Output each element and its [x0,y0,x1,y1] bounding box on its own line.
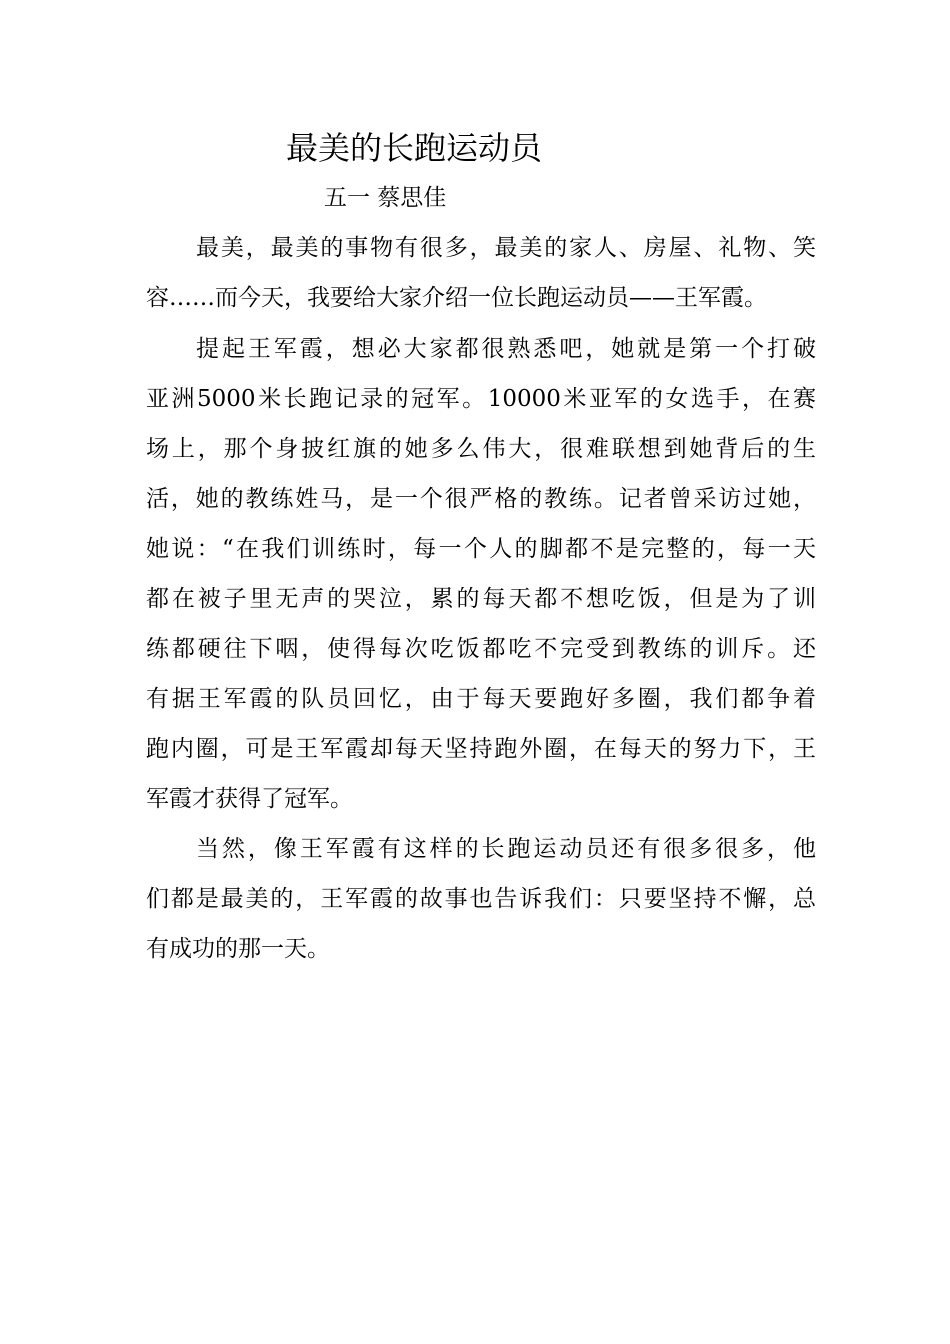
author-line: 五一 蔡思佳 [324,185,447,211]
paragraph-2-line-2: 亚洲5000米长跑记录的冠军。10000米亚军的女选手，在赛 [146,386,816,412]
paragraph-2-line-5: 她说：“在我们训练时，每一个人的脚都不是完整的，每一天 [146,536,816,562]
document-title: 最美的长跑运动员 [286,129,543,167]
paragraph-2-line-10: 军霞才获得了冠军。 [146,786,353,812]
paragraph-3-line-1: 当然，像王军霞有这样的长跑运动员还有很多很多，他 [196,836,816,862]
paragraph-1-line-2: 容……而今天，我要给大家介绍一位长跑运动员——王军霞。 [146,285,767,311]
paragraph-3-line-3: 有成功的那一天。 [146,936,330,962]
paragraph-3-line-2: 们都是最美的，王军霞的故事也告诉我们：只要坚持不懈，总 [146,886,816,912]
paragraph-2-line-1: 提起王军霞，想必大家都很熟悉吧，她就是第一个打破 [196,336,816,362]
paragraph-2-line-7: 练都硬往下咽，使得每次吃饭都吃不完受到教练的训斥。还 [146,636,816,662]
paragraph-2-line-4: 活，她的教练姓马，是一个很严格的教练。记者曾采访过她， [146,486,816,512]
paragraph-2-line-3: 场上，那个身披红旗的她多么伟大，很难联想到她背后的生 [146,436,816,462]
paragraph-2-line-8: 有据王军霞的队员回忆，由于每天要跑好多圈，我们都争着 [146,686,816,712]
paragraph-2-line-9: 跑内圈，可是王军霞却每天坚持跑外圈，在每天的努力下，王 [146,736,816,762]
paragraph-2-line-6: 都在被子里无声的哭泣，累的每天都不想吃饭，但是为了训 [146,586,816,612]
paragraph-1-line-1: 最美，最美的事物有很多，最美的家人、房屋、礼物、笑 [196,235,816,261]
